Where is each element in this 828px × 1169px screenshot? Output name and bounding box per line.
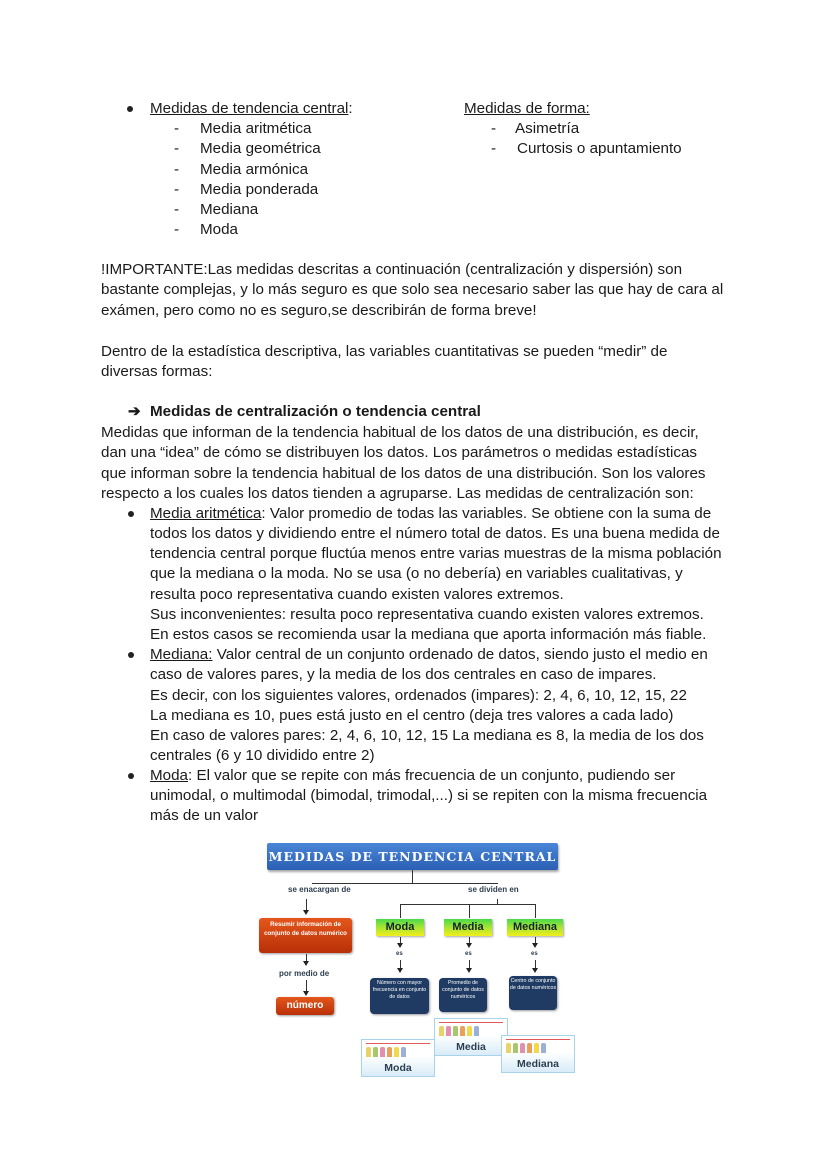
- branch-mediana: Mediana: [507, 919, 563, 936]
- people-figures-icon: [506, 1039, 570, 1053]
- link-label: es: [396, 951, 403, 957]
- arrow-icon: ➔: [128, 403, 141, 420]
- arrow-down-icon: [532, 968, 538, 973]
- section-line: dan una “idea” de cómo se distribuyen los datos. Los parámetros o medidas estadísticas: [101, 444, 698, 462]
- mediana-description: Centro de conjunto de datos numéricos: [509, 976, 557, 1010]
- definition-line: tendencia central porque fluctúa menos entre varias muestras de la misma población: [150, 545, 722, 562]
- media-description: Promedio de conjunto de datos numéricos: [439, 978, 487, 1012]
- definition-first-line: [150, 766, 675, 786]
- link-label: es: [465, 951, 472, 957]
- note-line: !IMPORTANTE:Las medidas descritas a continuación (centralización y dispersión) son: [101, 261, 683, 278]
- definition-line: caso de valores pares, y la media de los dos centrales en caso de impares.: [150, 666, 657, 683]
- arrow-down-icon: [303, 910, 309, 915]
- arrow-down-icon: [303, 991, 309, 996]
- dash-icon: -: [174, 140, 180, 157]
- dash-icon: -: [174, 120, 180, 137]
- note-line: bastante complejas, y lo más seguro es que solo sea necesario saber las que hay de cara al: [101, 281, 724, 299]
- section-paragraph: [101, 423, 761, 504]
- connector-line: [400, 904, 535, 905]
- definition-line: En caso de valores pares: 2, 4, 6, 10, 12, 15 La mediana es 8, la media de los dos: [150, 727, 704, 744]
- list-item: Moda: [200, 221, 238, 238]
- dash-icon: -: [174, 221, 180, 238]
- moda-description: Número con mayor frecuencia en conjunto de datos: [370, 978, 429, 1014]
- section-line: Medidas que informan de la tendencia habitual de los datos de una distribución, es decir,: [101, 424, 699, 441]
- dash-icon: -: [174, 201, 180, 218]
- term-separator: :: [188, 767, 193, 784]
- card-caption: Mediana: [516, 1058, 559, 1070]
- list-item: Asimetría: [515, 120, 580, 137]
- connector-line: [412, 870, 413, 883]
- definition-line: Es decir, con los siguientes valores, ordenados (impares): 2, 4, 6, 10, 12, 15, 22: [150, 687, 687, 704]
- term-separator: :: [261, 505, 266, 522]
- central-list-title: [150, 99, 353, 119]
- arrow-down-icon: [303, 961, 309, 966]
- connector-line: [312, 883, 498, 884]
- bullet-icon: [127, 106, 133, 112]
- important-note: [101, 260, 761, 321]
- concept-map-diagram: [255, 838, 575, 1078]
- list-item: Curtosis o apuntamiento: [517, 140, 682, 157]
- link-label: es: [531, 951, 538, 957]
- section-line: que informan sobre la tendencia habitual de los datos de una distribución. Son los valores: [101, 464, 706, 482]
- definition-line: más de un valor: [150, 807, 259, 824]
- definition-line: todos los datos y dividiendo entre el número total de datos. Es una buena medida de: [150, 525, 720, 542]
- arrow-down-icon: [466, 943, 472, 948]
- shape-list-title: Medidas de forma:: [464, 100, 590, 117]
- definition-term: Mediana:: [150, 646, 213, 663]
- list-item: Mediana: [200, 201, 259, 218]
- section-line: respecto a los cuales los datos tienden a agruparse. Las medidas de centralización son:: [101, 484, 694, 502]
- definition-line: que la mediana o la moda. No se usa (o no debería) en variables cualitativas, y: [150, 565, 683, 582]
- definition-first-line: [150, 504, 711, 524]
- intro-line: Dentro de la estadística descriptiva, las variables cuantitativas se pueden “medir” de: [101, 343, 668, 360]
- intro-paragraph: [101, 342, 761, 383]
- branch-moda: Moda: [376, 919, 424, 936]
- central-list-title-text: Medidas de tendencia central: [150, 100, 349, 117]
- definition-term: Media aritmética: [150, 505, 262, 522]
- section-heading: Medidas de centralización o tendencia central: [150, 403, 481, 420]
- note-line: exámen, pero como no es seguro,se describirán de forma breve!: [101, 301, 537, 319]
- card-caption: Media: [456, 1041, 486, 1053]
- definition-first-line: [150, 645, 708, 665]
- illustration-card-media: [434, 1018, 508, 1056]
- illustration-card-moda: [361, 1039, 435, 1077]
- list-item: Media ponderada: [200, 181, 319, 198]
- people-figures-icon: [366, 1043, 430, 1057]
- intro-line: diversas formas:: [101, 363, 213, 381]
- definition-line: centrales (6 y 10 dividido entre 2): [150, 747, 375, 764]
- connector-line: [400, 904, 401, 918]
- definition-line: resulta poco representativa cuando existen valores extremos.: [150, 586, 564, 603]
- list-item: Media aritmética: [200, 120, 312, 137]
- branch-media: Media: [444, 919, 492, 936]
- title-colon: :: [348, 100, 353, 117]
- arrow-down-icon: [532, 943, 538, 948]
- connector-line: [535, 904, 536, 918]
- arrow-down-icon: [397, 943, 403, 948]
- right-branch-label: se dividen en: [468, 885, 519, 894]
- bullet-icon: [128, 773, 134, 779]
- connector-line: [469, 904, 470, 918]
- bullet-icon: [128, 652, 134, 658]
- arrow-down-icon: [397, 968, 403, 973]
- definition-text: Valor promedio de todas las variables. Se obtiene con la suma de: [265, 505, 712, 522]
- definition-line: La mediana es 10, pues está justo en el centro (deja tres valores a cada lado): [150, 707, 674, 724]
- definition-text: El valor que se repite con más frecuencia de un conjunto, pudiendo ser: [192, 767, 676, 784]
- arrow-down-icon: [466, 968, 472, 973]
- dash-icon: -: [491, 140, 497, 157]
- definition-line: unimodal, o multimodal (bimodal, trimodal,...) si se repiten con la misma frecuencia: [150, 787, 708, 804]
- list-item: Media geométrica: [200, 140, 321, 157]
- via-label: por medio de: [279, 969, 330, 978]
- diagram-title: MEDIDAS DE TENDENCIA CENTRAL: [267, 843, 558, 870]
- definition-term: Moda: [150, 767, 188, 784]
- definition-line: En estos casos se recomienda usar la mediana que aporta información más fiable.: [150, 626, 707, 643]
- left-branch-label: se enacargan de: [288, 885, 351, 894]
- bullet-icon: [128, 511, 134, 517]
- illustration-card-mediana: [501, 1035, 575, 1073]
- list-item: Media armónica: [200, 161, 309, 178]
- summary-box: Resumir información de conjunto de datos numérico: [259, 918, 352, 953]
- result-box: número: [276, 997, 334, 1015]
- dash-icon: -: [174, 161, 180, 178]
- people-figures-icon: [439, 1022, 503, 1036]
- definition-line: Sus inconvenientes: resulta poco representativa cuando existen valores extremos.: [150, 606, 704, 623]
- card-caption: Moda: [384, 1062, 412, 1074]
- dash-icon: -: [491, 120, 497, 137]
- dash-icon: -: [174, 181, 180, 198]
- definition-text: Valor central de un conjunto ordenado de datos, siendo justo el medio en: [212, 646, 708, 663]
